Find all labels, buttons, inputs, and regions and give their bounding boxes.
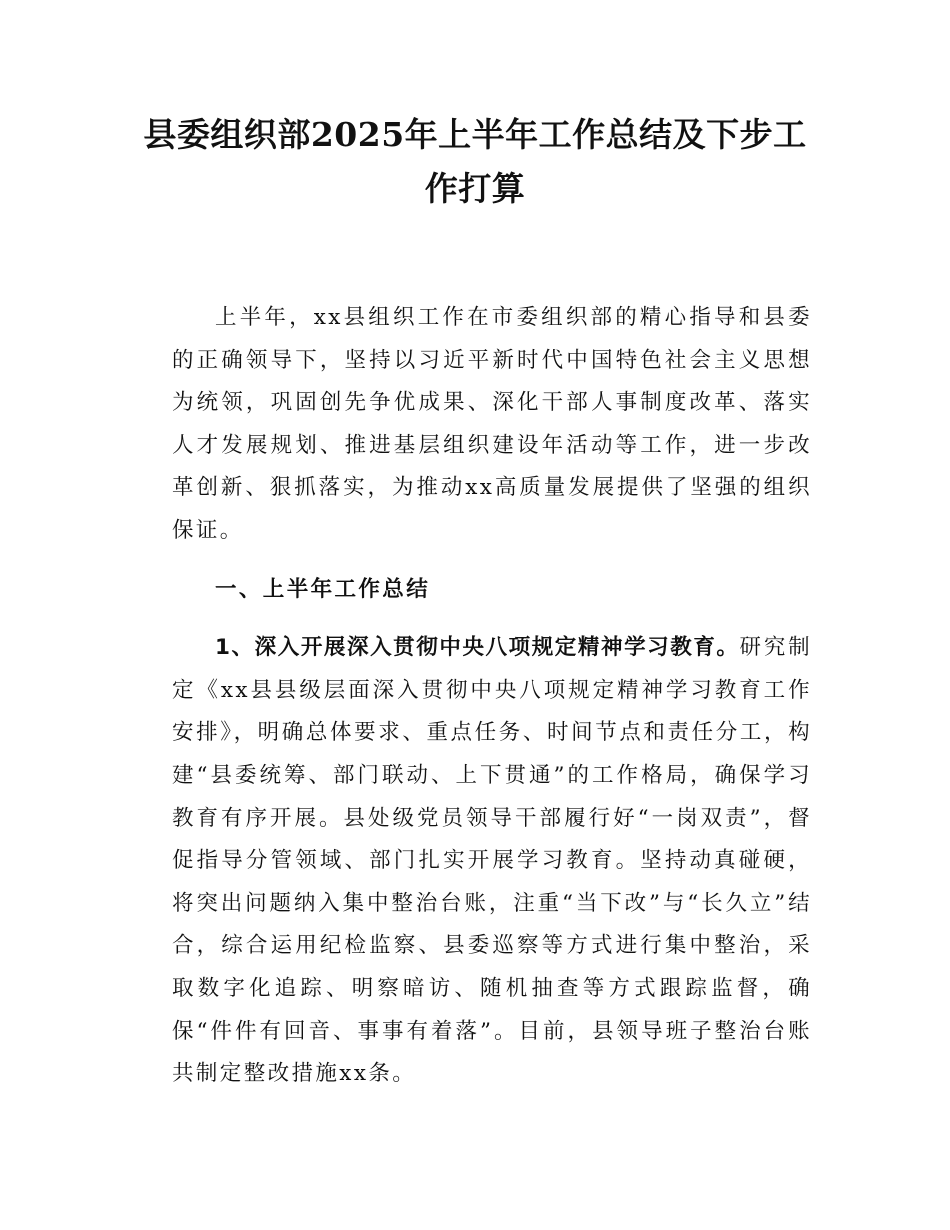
- section-heading: 一、上半年工作总结: [215, 576, 431, 602]
- document-body: [172, 297, 812, 1096]
- item-lead: 1、深入开展深入贯彻中央八项规定精神学习教育。: [215, 635, 740, 661]
- intro-paragraph: 上半年，xx县组织工作在市委组织部的精心指导和县委的正确领导下，坚持以习近平新时代中国特色社会主义思想为统领，巩固创先争优成果、深化干部人事制度改革、落实人才发展规划、推进基层组织建设年活动等工作，进一步改革创新、狠抓落实，为推动xx高质量发展提供了坚强的组织保证。: [172, 305, 812, 543]
- item-paragraph: [172, 627, 812, 1096]
- document-title: 县委组织部2025年上半年工作总结及下步工作打算: [143, 115, 807, 208]
- item-body: 研究制定《xx县县级层面深入贯彻中央八项规定精神学习教育工作安排》，明确总体要求、重点任务、时间节点和责任分工，构建“县委统筹、部门联动、上下贯通”的工作格局，确保学习教育有序开展。县处级党员领导干部履行好“一岗双责”，督促指导分管领域、部门扎实开展学习教育。坚持动真碰硬，将突出问题纳入集中整治台账，注重“当下改”与“长久立”结合，综合运用纪检监察、县委巡察等方式进行集中整治，采取数字化追踪、明察暗访、随机抽查等方式跟踪监督，确保“件件有回音、事事有着落”。目前，县领导班子整治台账共制定整改措施xx条。: [172, 635, 813, 1087]
